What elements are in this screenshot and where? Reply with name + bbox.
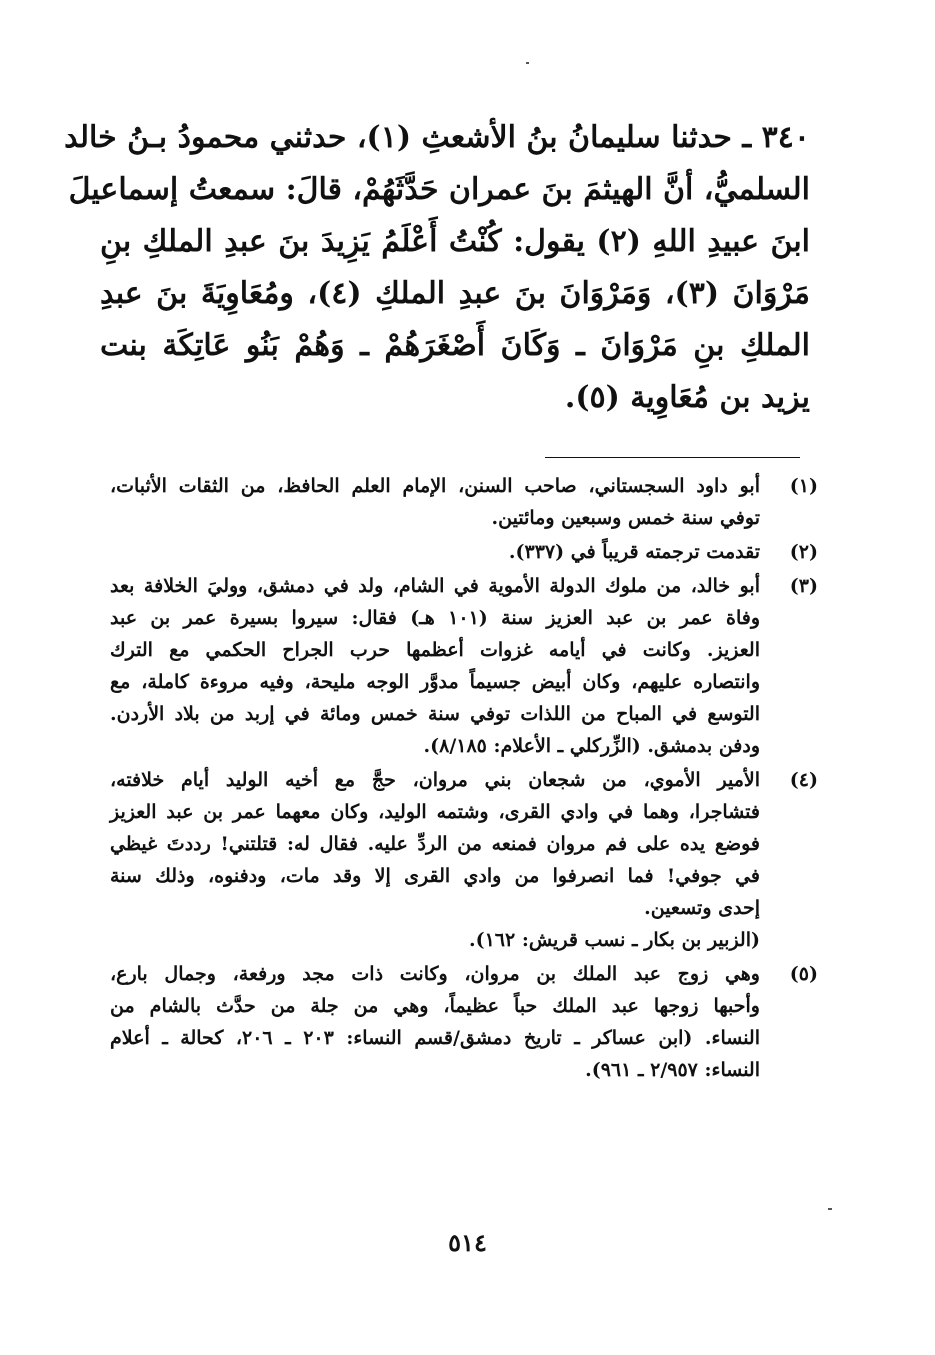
footnote-line: في جوفي! فما انصرفوا من وادي القرى إلا وقد مات، ودفنوه، وذلك سنة: [110, 865, 760, 887]
footnote-line: التوسع في المباح من اللذات توفي سنة خمس ومائة في إربد من بلاد الأردن.: [110, 703, 760, 725]
footnote-line: توفي سنة خمس وسبعين ومائتين.: [491, 507, 760, 529]
footnote-line: أبو داود السجستاني، صاحب السنن، الإمام العلم الحافظ، من الثقات الأثبات،: [110, 475, 760, 497]
footnote-source: (الزبير بن بكار ـ نسب قريش: ١٦٢).: [468, 929, 760, 951]
page-speck: [828, 1208, 832, 1210]
footnote-line: تقدمت ترجمته قريباً في (٣٣٧).: [508, 541, 760, 563]
footnote-5: [110, 958, 818, 1086]
footnote-line: وفاة عمر بن عبد العزيز سنة (١٠١ هـ) فقال: سيروا بسيرة عمر بن عبد: [110, 607, 760, 629]
footnote-body: [110, 536, 760, 568]
footnote-line: النساء: ٢/٩٥٧ ـ ٩٦١).: [585, 1059, 760, 1081]
footnote-line: النساء. (ابن عساكر ـ تاريخ دمشق/قسم النساء: ٢٠٣ ـ ٢٠٦، كحالة ـ أعلام: [110, 1027, 760, 1049]
footnote-body: [110, 764, 760, 956]
footnote-number: (٥): [789, 963, 818, 985]
footnote-body: [110, 470, 760, 534]
hadith-line: ٣٤٠ ـ حدثنا سليمانُ بنُ الأشعثِ (١)، حدثني محمودُ بـنُ خالد: [64, 120, 810, 155]
footnote-line: أبو خالد، من ملوك الدولة الأموية في الشام، ولد في دمشق، ووليَ الخلافة بعد: [110, 575, 760, 597]
footnote-2: [110, 536, 818, 568]
footnote-number: (٤): [789, 769, 818, 791]
footnote-line: وأحبها زوجها عبد الملك حباً عظيماً، وهي من جلة من حدَّث بالشام من: [110, 995, 760, 1017]
footnote-number: (٣): [789, 575, 818, 597]
footnote-line: فتشاجرا، وهما في وادي القرى، وشتمه الوليد، وكان معهما عمر بن عبد العزيز: [110, 801, 760, 823]
footnote-line: إحدى وتسعين.: [644, 897, 760, 919]
hadith-line: السلميُّ، أنَّ الهيثمَ بنَ عمران حَدَّثَهُمْ، قالَ: سمعتُ إسماعيلَ: [68, 172, 810, 207]
hadith-line: الملكِ بنِ مَرْوَانَ ـ وَكَانَ أَصْغَرَهُمْ ـ وَهُمْ بَنُو عَاتِكَة بنت: [100, 328, 810, 363]
footnote-body: [110, 570, 760, 762]
footnote-1: [110, 470, 818, 534]
footnote-body: [110, 958, 760, 1086]
hadith-text: [64, 112, 811, 424]
footnote-line: العزيز. وكانت في أيامه غزوات أعظمها حرب الجراح الحكمي مع الترك: [110, 639, 760, 661]
hadith-line: ابنَ عبيدِ اللهِ (٢) يقول: كُنْتُ أَعْلَمُ يَزِيدَ بنَ عبدِ الملكِ بنِ: [100, 224, 810, 259]
footnote-number: (١): [789, 475, 818, 497]
footnote-separator: [545, 457, 800, 458]
hadith-line: يزيد بن مُعَاوِية (٥).: [564, 380, 810, 415]
footnote-line: الأمير الأموي، من شجعان بني مروان، حجَّ مع أخيه الوليد أيام خلافته،: [110, 769, 760, 791]
footnote-line: وانتصاره عليهم، وكان أبيض جسيماً مدوَّر الوجه مليحة، وفيه مروءة كاملة، مع: [110, 671, 760, 693]
footnotes: [110, 470, 818, 1088]
page-number: ٥١٤: [448, 1228, 487, 1257]
footnote-4: [110, 764, 818, 956]
footnote-line: فوضع يده على فم مروان فمنعه من الردِّ عليه. فقال له: قتلتني! رددتَ غيظي: [110, 833, 760, 855]
footnote-number: (٢): [789, 541, 818, 563]
hadith-line: مَرْوَانَ (٣)، وَمَرْوَانَ بنَ عبدِ الملكِ (٤)، ومُعَاوِيَةَ بنَ عبدِ: [100, 276, 811, 311]
footnote-3: [110, 570, 818, 762]
footnote-line: ودفن بدمشق. (الزِّركلي ـ الأعلام: ٨/١٨٥).: [423, 735, 760, 757]
footnote-line: وهي زوج عبد الملك بن مروان، وكانت ذات مجد ورفعة، وجمال بارع،: [110, 963, 760, 985]
page-speck: [526, 62, 529, 64]
